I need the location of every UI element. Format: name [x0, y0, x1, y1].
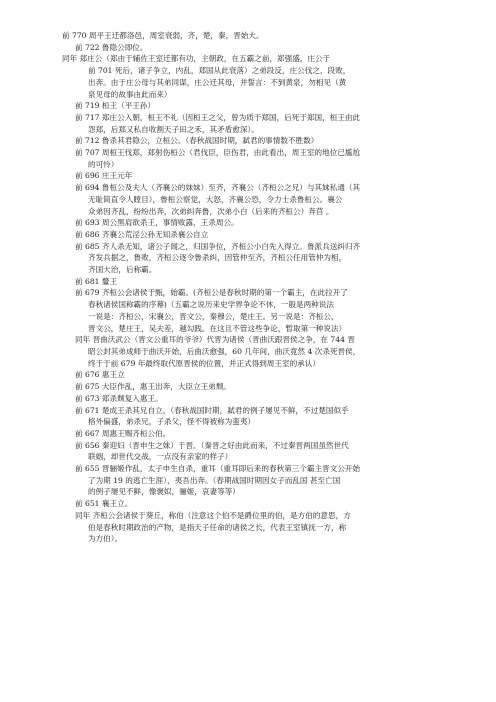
- text-line: 联姻，却世代交战，一点没有亲家的样子）: [88, 452, 233, 462]
- text-line: 前 694 鲁桓公及夫人（齐襄公的妹妹）至齐，齐襄公（齐桓公之兄）与其妹私通（其: [75, 183, 361, 193]
- text-line: 怨郑，后郑又私自收割天子田之禾，其矛盾愈深）。: [88, 124, 259, 134]
- text-line: 前 717 郑庄公入朝，桓王不礼（因桓王之父，曾为质于郑国，后死于郑国，桓王由此: [75, 112, 361, 122]
- text-line: 出奔。由于庄公母与其弟同谋，庄公迁其母，并誓言：不到黄泉，勿相见（黄: [88, 77, 347, 87]
- text-line: 前 671 楚成王杀其兄自立。（春秋战国时期，弑君的例子屡见不鲜，不过楚国似乎: [75, 405, 349, 415]
- text-line: 了为期 19 的逃亡生涯），夷吾出奔。（春期战国时期因女子而乱国 甚至亡国: [88, 475, 341, 485]
- text-line: 前 685 齐人杀无知，诸公子闻之，归国争位，齐桓公小白先入得立。鲁派兵送纠归齐: [75, 241, 361, 251]
- text-line: 前 712 鲁杀其君隐公，立桓公。（春秋战国时期，弑君的事情数不胜数）: [75, 136, 319, 146]
- text-line: 泉见母的故事由此而来）: [88, 89, 172, 99]
- text-line: 为方伯）。: [88, 534, 123, 544]
- text-line: 前 707 周桓王伐郑，郑射伤桓公（君伐臣，臣伤君，由此看出，周王室的地位已尴尬: [75, 148, 361, 158]
- text-line: 的例子屡见不鲜，像褒姒，骊姬，哀妻等等）: [88, 487, 240, 497]
- text-line: 前 770 周平王迁都洛邑，周室衰弱，齐，楚，秦，晋始大。: [62, 31, 264, 40]
- document-body: [62, 30, 474, 545]
- text-line: 前 656 秦迎妇（晋申生之妹）于晋。（秦晋之好由此而来，不过秦晋两国虽然世代: [75, 440, 349, 450]
- text-line: 前 676 惠王立: [75, 370, 125, 380]
- text-line: 同年 郑庄公（郑由于辅佐王室迁都有功，主朝政，在五霸之前，郑强盛，庄公于: [62, 54, 331, 64]
- text-line: 前 655 晋骊姬作乱，太子申生自杀，重耳（重耳即后来的春秋第三个霸主晋文公开始: [75, 464, 361, 474]
- text-line: 无耻简直令人瞠目），鲁桓公察觉，大怒，齐襄公恐，令力士杀鲁桓公。襄公: [88, 194, 343, 204]
- text-line: 一说是：齐桓公，宋襄公，晋文公，秦穆公，楚庄王。另一说是：齐桓公，: [88, 311, 339, 321]
- text-line: 前 696 庄王元年: [75, 171, 133, 181]
- text-line: 前 675 大臣作乱，惠王出奔，大臣立王弟颓。: [75, 382, 232, 392]
- text-line: 前 719 桓王（平王孙）: [75, 101, 156, 111]
- text-line: 前 681 釐王: [75, 276, 118, 286]
- text-line: 终于于前 679 年最终取代原晋侯的位置，并正式得到周王室的承认）: [88, 358, 320, 368]
- text-line: 昭公封其弟成师于曲沃开始，后曲沃愈强，60 几年间，曲沃竟然 4 次杀死晋侯，: [88, 346, 361, 356]
- text-line: 晋文公，楚庄王，吴夫差，越勾践。在这且不管这些争论，暂取第一种说法）: [88, 323, 347, 333]
- text-line: 前 651 襄王立。: [75, 499, 133, 509]
- text-line: 格外偏盛，弟杀兄，子杀父，怪不得被称为蛮夷）: [88, 417, 256, 427]
- text-line: 齐国大治，后称霸。: [88, 265, 157, 275]
- text-line: 前 722 鲁隐公即位。: [75, 42, 148, 52]
- text-line: 齐发兵据之，鲁败，齐桓公逐令鲁杀纠，因管仲至齐，齐桓公任用管仲为相，: [88, 253, 347, 263]
- text-line: 伯是春秋时期政治的产物，是指天子任命的诸侯之长，代表王室镇抚一方，称: [88, 522, 347, 532]
- text-line: 前 673 郑杀颓复入惠王。: [75, 393, 163, 403]
- text-line: 前 667 周惠王赐齐桓公伯。: [75, 428, 171, 438]
- text-line: 前 693 周公黑肩欲杀王，事情败露，王杀周公。: [75, 218, 239, 228]
- text-line: 前 686 齐襄公荒淫公孙无知杀襄公自立: [75, 229, 209, 239]
- text-line: 众弟因齐乱，纷纷出奔，次弟纠奔鲁，次弟小白（后来的齐桓公）奔莒 。: [88, 206, 334, 216]
- text-line: 春秋诸侯国称霸的序幕)（五霸之说历来史学界争论不休，一般是两种说法: [88, 300, 334, 310]
- text-line: 的可怜）: [88, 159, 119, 169]
- text-line: 前 701 死后，诸子争立，内乱，郑国从此衰落）之弟段反，庄公伐之，段败，: [88, 66, 351, 76]
- text-line: 前 679 齐桓公会诸侯于甄，始霸。(齐桓公是春秋时期的第一个霸主，在此拉开了: [75, 288, 348, 298]
- text-line: 同年 晋曲沃武公（晋文公重耳的爷爷）代晋为诸侯（晋曲沃跟晋侯之争，在 744 晋: [75, 335, 355, 345]
- text-line: 同年 齐桓公会诸侯于葵丘，称伯（注意这个伯不是爵位里的伯，是方伯的意思，方: [75, 510, 351, 520]
